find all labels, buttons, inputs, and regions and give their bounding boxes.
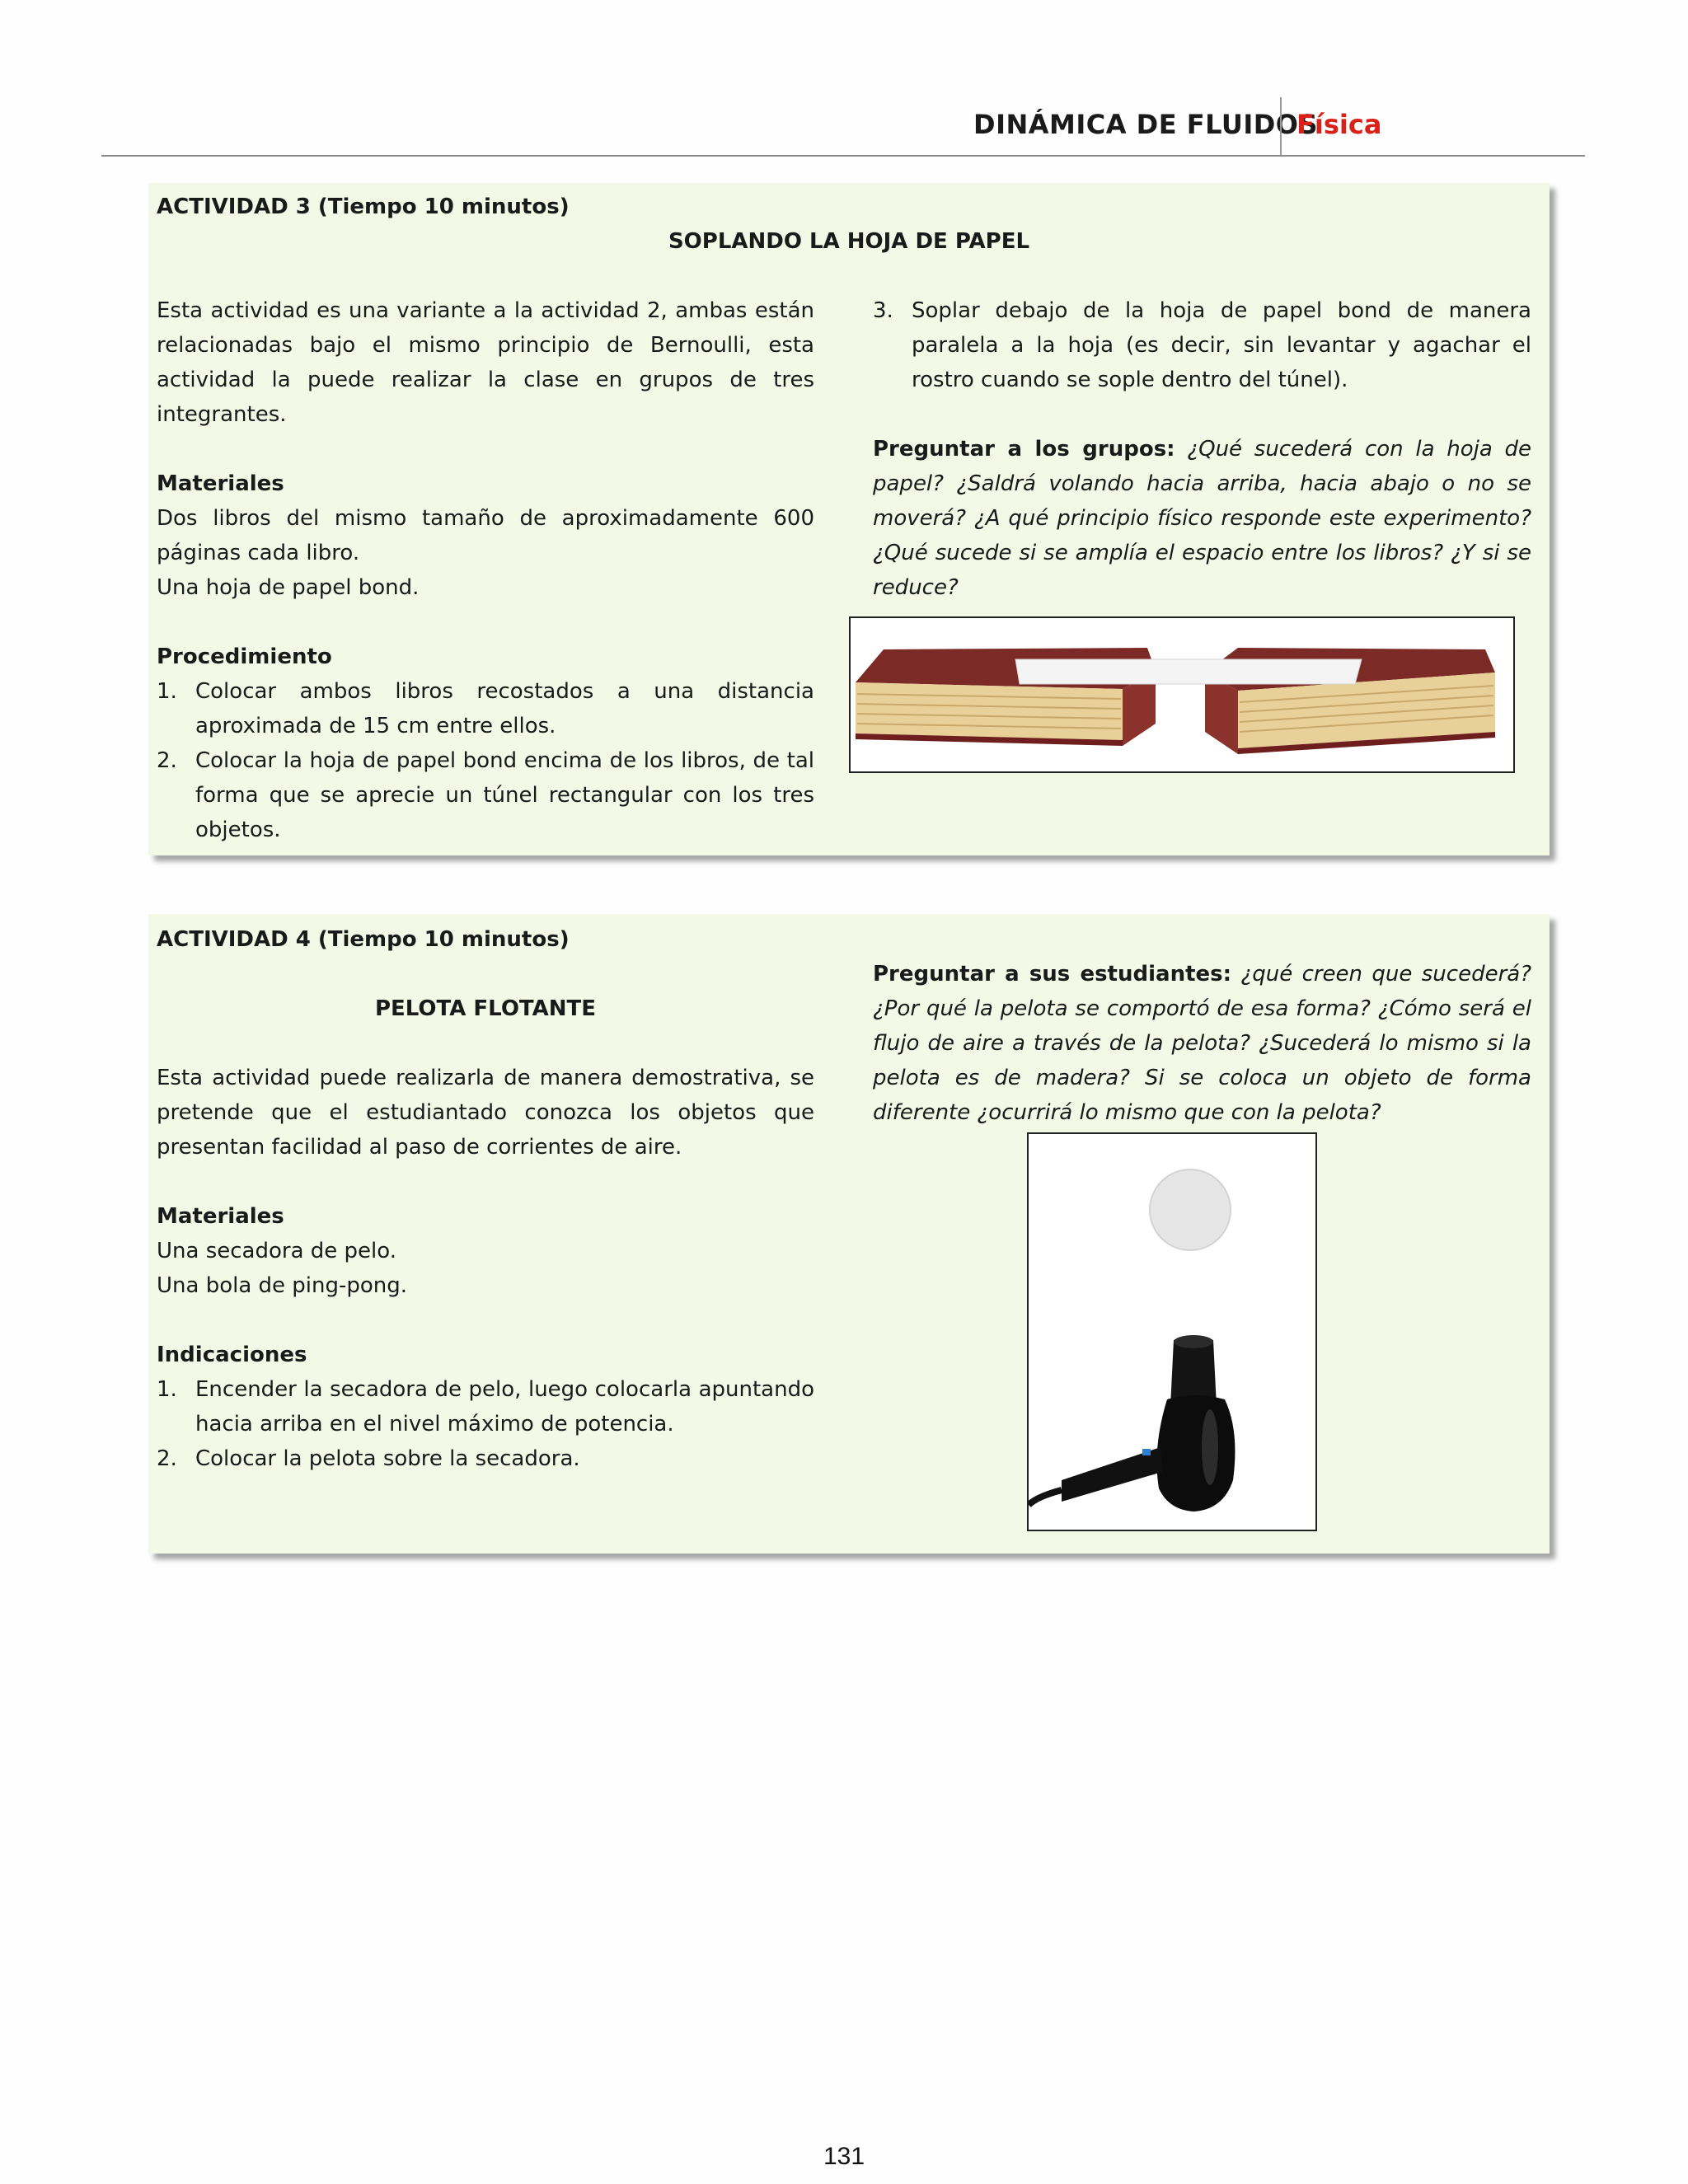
activity-3-intro: Esta actividad es una variante a la actividad 2, ambas están relacionadas bajo el mismo principio de Bernoulli, esta actividad la puede realizar la clase en grupos de tres integrantes. [157, 298, 814, 427]
activity-4-material-item: Una bola de ping-pong. [157, 1273, 408, 1298]
ping-pong-ball [1150, 1169, 1231, 1250]
activity-4-heading: ACTIVIDAD 4 (Tiempo 10 minutos) [157, 927, 570, 952]
activity-3-title: SOPLANDO LA HOJA DE PAPEL [668, 229, 1030, 254]
indication-step-1 [157, 1372, 814, 1441]
activity-4-right-column [873, 957, 1531, 1130]
activity-4-intro: Esta actividad puede realizarla de manera demostrativa, se pretende que el estudiantado conozca los objetos que presentan facilidad al paso de corrientes de aire. [157, 1066, 814, 1160]
activity-4-material-item: Una secadora de pelo. [157, 1239, 396, 1263]
procedure-step-2 [157, 743, 814, 847]
step-number: 2. [157, 1446, 177, 1471]
dryer-body [1157, 1395, 1236, 1511]
header-divider [1280, 97, 1282, 155]
question-label: Preguntar a los grupos: [873, 437, 1175, 462]
question-text: ¿Qué sucederá con la hoja de papel? ¿Saldrá volando hacia arriba, hacia abajo o no se moverá? ¿A qué principio físico responde este experimento? ¿Qué sucede si se amplía el espacio entre los libros? ¿Y si se reduce? [873, 437, 1532, 600]
step-number: 1. [157, 679, 177, 704]
activity-3-box [148, 183, 1550, 855]
activity-3-right-column [873, 293, 1531, 605]
dryer-cord [1029, 1490, 1062, 1505]
activity-3-question [873, 432, 1531, 605]
indication-step-2 [157, 1441, 814, 1476]
activity-3-material-item: Dos libros del mismo tamaño de aproximadamente 600 páginas cada libro. [157, 506, 814, 565]
step-number: 3. [873, 298, 893, 323]
procedure-step-1 [157, 674, 814, 743]
activity-4-materials-heading: Materiales [157, 1204, 284, 1229]
activity-4-question [873, 957, 1531, 1130]
activity-3-procedure-heading: Procedimiento [157, 644, 332, 669]
books-paper-tunnel-figure [849, 616, 1515, 773]
step-text: Colocar ambos libros recostados a una distancia aproximada de 15 cm entre ellos. [195, 679, 814, 738]
activity-4-left-column [157, 991, 814, 1476]
step-number: 2. [157, 748, 177, 773]
step-text: Colocar la hoja de papel bond encima de los libros, de tal forma que se aprecie un túnel rectangular con los tres objetos. [195, 748, 814, 842]
question-label: Preguntar a sus estudiantes: [873, 962, 1232, 987]
activity-3-materials-heading: Materiales [157, 471, 284, 496]
step-number: 1. [157, 1377, 177, 1402]
step-text: Soplar debajo de la hoja de papel bond de manera paralela a la hoja (es decir, sin levantar y agachar el rostro cuando se sople dentro del túnel). [912, 298, 1531, 392]
step-text: Colocar la pelota sobre la secadora. [195, 1446, 580, 1471]
procedure-step-3 [873, 293, 1531, 397]
books-illustration [851, 618, 1513, 771]
page-number: 131 [823, 2143, 865, 2170]
activity-3-heading: ACTIVIDAD 3 (Tiempo 10 minutos) [157, 194, 570, 219]
document-title: DINÁMICA DE FLUIDOS [973, 109, 1319, 140]
dryer-button-blue [1142, 1449, 1151, 1455]
activity-3-left-column [157, 293, 814, 847]
paper-sheet [1015, 659, 1362, 684]
document-subject: Física [1296, 109, 1382, 140]
step-text: Encender la secadora de pelo, luego colocarla apuntando hacia arriba en el nivel máximo de potencia. [195, 1377, 814, 1436]
activity-3-material-item: Una hoja de papel bond. [157, 575, 420, 600]
left-book-pages [856, 682, 1123, 740]
hair-dryer-ball-figure [1027, 1132, 1317, 1531]
question-text: ¿qué creen que sucederá? ¿Por qué la pelota se comportó de esa forma? ¿Cómo será el flujo de aire a través de la pelota? ¿Sucederá lo mismo si la pelota es de madera? Si se coloca un objeto de forma diferente ¿ocurrirá lo mismo que con la pelota? [873, 962, 1531, 1125]
hair-dryer-illustration [1029, 1134, 1315, 1530]
activity-4-indications-heading: Indicaciones [157, 1343, 307, 1367]
activity-4-box [148, 914, 1550, 1554]
activity-4-title: PELOTA FLOTANTE [374, 996, 597, 1021]
page-header [101, 97, 1585, 157]
